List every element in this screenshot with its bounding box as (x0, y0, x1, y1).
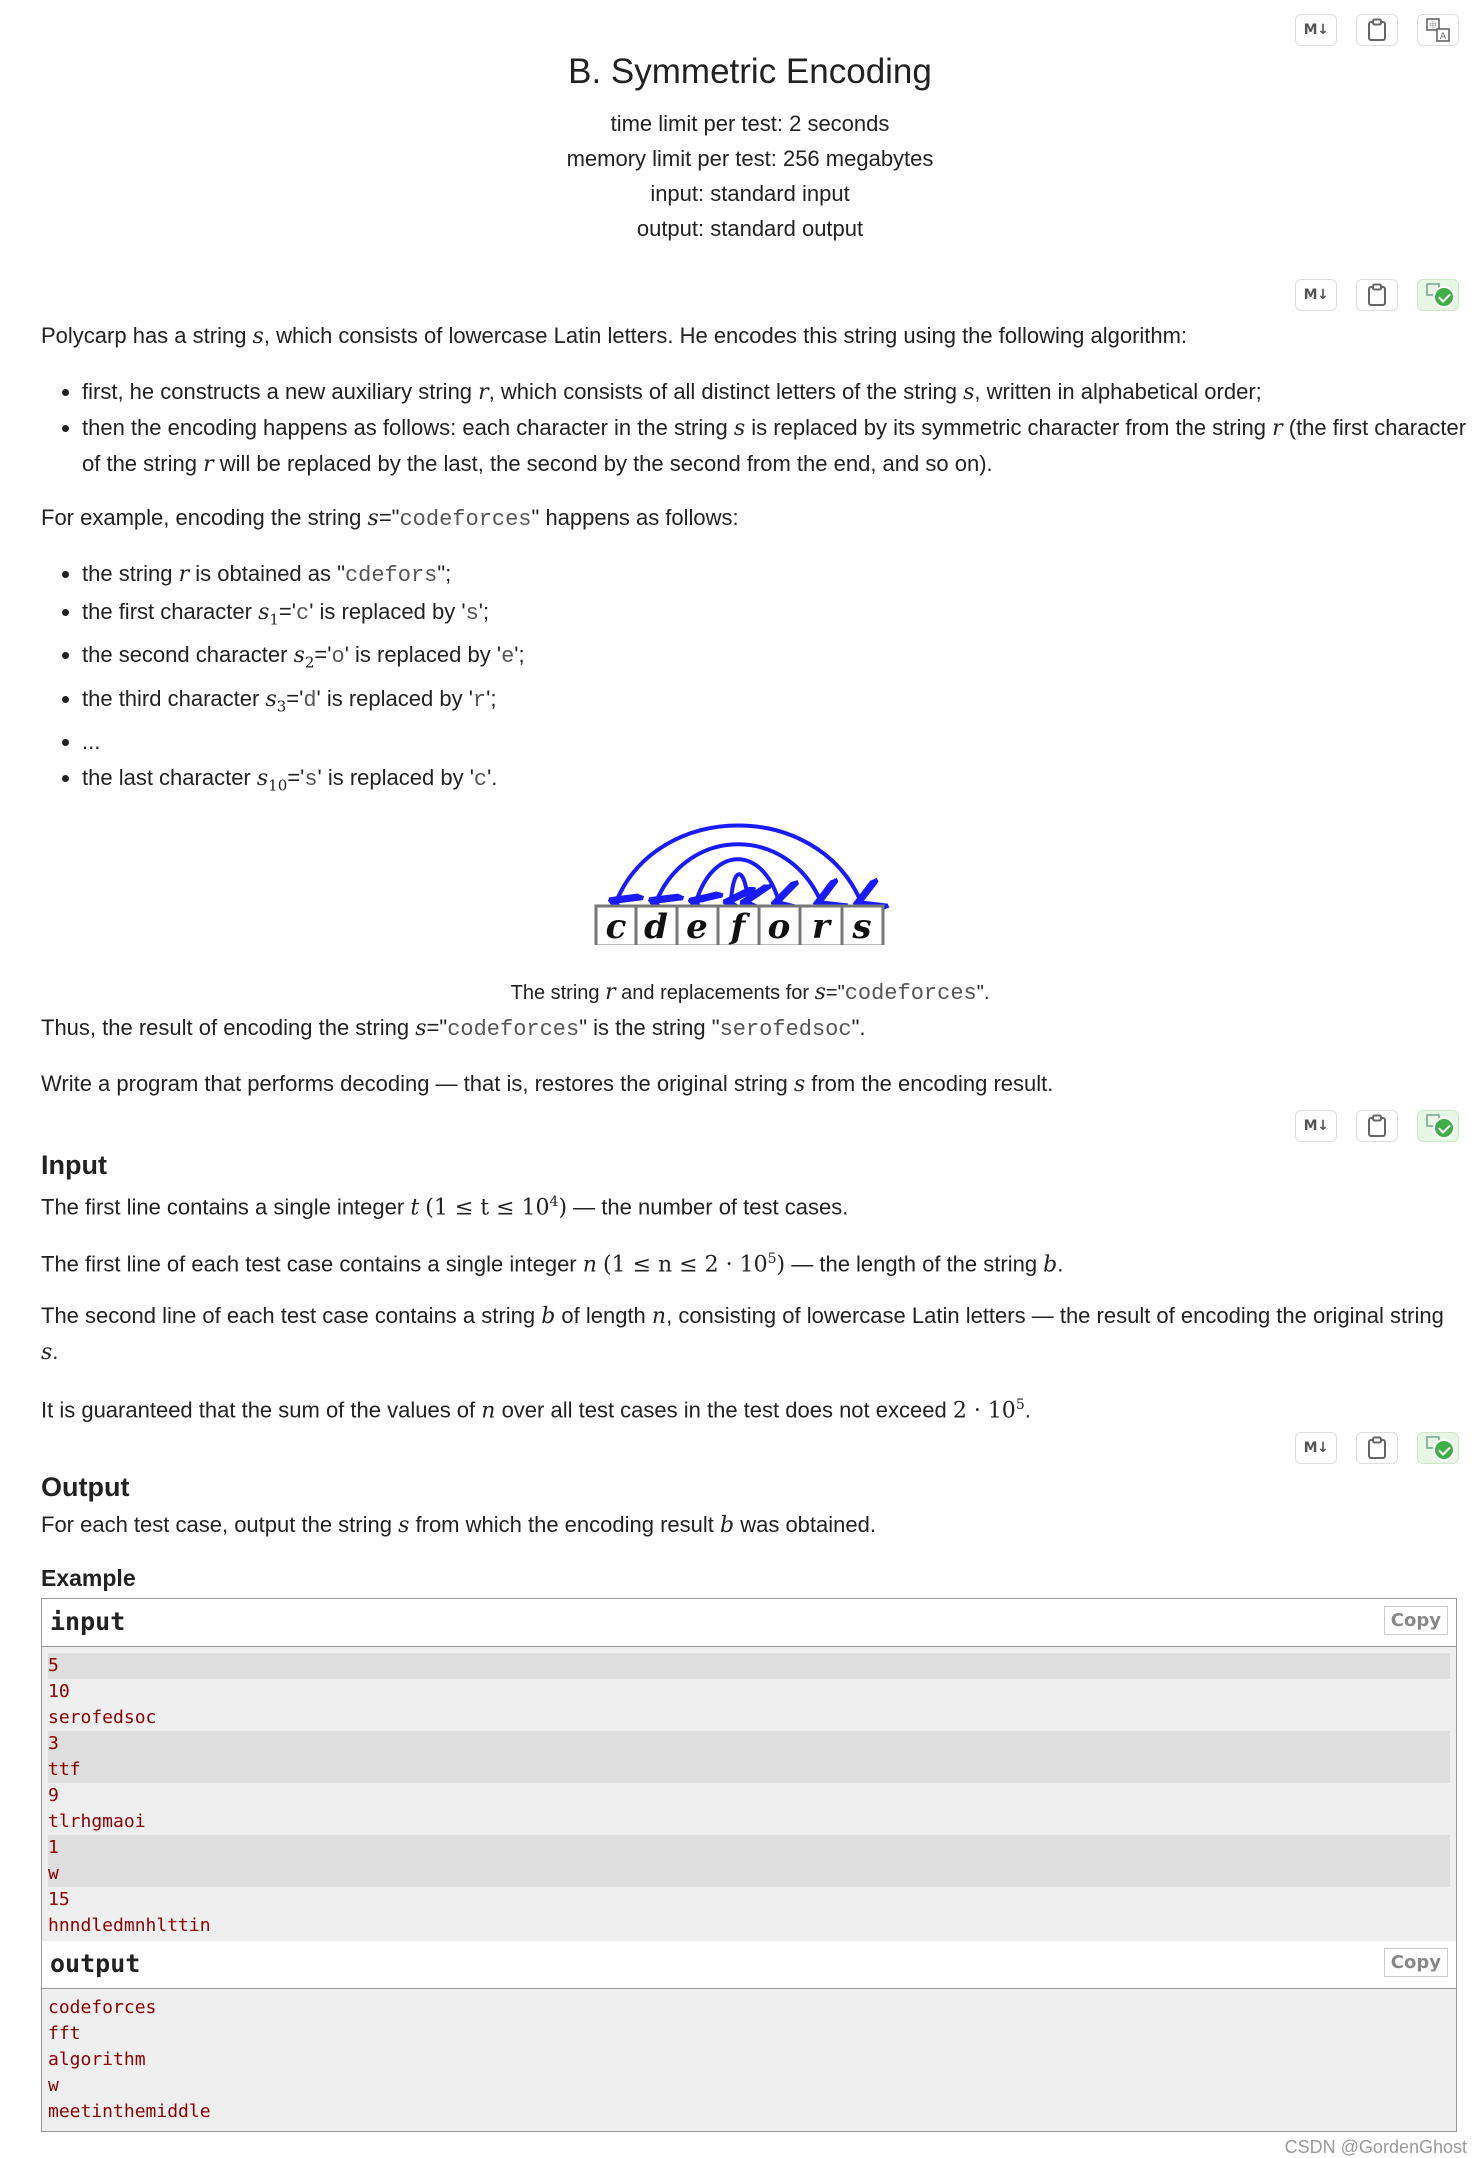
clipboard-icon (1367, 1114, 1387, 1138)
symmetric-mapping-figure (588, 810, 890, 945)
input-line: hnndledmnhlttin (48, 1915, 211, 1936)
example-output-box (41, 1941, 1457, 2132)
output-paragraph: For each test case, output the string s from which the encoding result b was obtained. (41, 1512, 876, 1538)
clipboard-icon (1367, 283, 1387, 307)
output-line: meetinthemiddle (48, 2101, 211, 2122)
input-file: input: standard input (650, 181, 850, 206)
copy-button[interactable] (1356, 14, 1398, 46)
copy-output-button[interactable]: Copy (1384, 1948, 1448, 1977)
translate-button[interactable] (1417, 279, 1459, 311)
translate-button[interactable] (1417, 14, 1459, 46)
output-line: fft (48, 2023, 81, 2044)
list-item: • the first character $s_1='c'$ is replaced by 's'; (82, 594, 1472, 637)
input-toolbar (1295, 1110, 1459, 1142)
check-icon (1433, 1439, 1455, 1461)
translate-button[interactable] (1417, 1110, 1459, 1142)
svg-text:中: 中 (1429, 21, 1437, 30)
input-line: serofedsoc (48, 1707, 157, 1728)
output-line: algorithm (48, 2049, 146, 2070)
list-item: • the string r is obtained as "cdefors"; (82, 556, 1472, 594)
list-item: • the second character $s_2='o'$ is replaced by 'e'; (82, 637, 1472, 680)
input-line: 5 (48, 1653, 1450, 1679)
task-paragraph: Write a program that performs decoding — that is, restores the original string s from the encoding result. (41, 1071, 1054, 1097)
example-input-header (42, 1599, 1456, 1647)
check-icon (1433, 1117, 1455, 1139)
input-line: 9 (48, 1785, 59, 1806)
figure-letter: c (605, 907, 627, 945)
output-line: codeforces (48, 1997, 157, 2018)
figure-letter: e (686, 907, 708, 945)
input-paragraph-1: The first line contains a single integer t $(1 \le t \le 10^4)$ — the number of test cases. (41, 1194, 849, 1221)
input-line: tlrhgmaoi (48, 1811, 146, 1832)
clipboard-icon (1367, 18, 1387, 42)
list-item: • ... (82, 724, 1472, 760)
figure-letter: s (852, 907, 872, 945)
output-file: output: standard output (636, 216, 864, 241)
watermark: CSDN @GordenGhost (1284, 2137, 1467, 2157)
markdown-download-icon: M↓ (1303, 22, 1329, 38)
result-paragraph: Thus, the result of encoding the string s="codeforces" is the string "serofedsoc". (41, 1015, 866, 1042)
problem-limits (0, 106, 1477, 246)
memory-limit: memory limit per test: 256 megabytes (566, 146, 934, 171)
clipboard-icon (1367, 1436, 1387, 1460)
input-line: 3 (48, 1731, 1450, 1757)
figure-letter: d (644, 907, 668, 945)
copy-button[interactable] (1356, 1432, 1398, 1464)
example-paragraph: For example, encoding the string s="codeforces" happens as follows: (41, 505, 739, 532)
list-item: • the third character $s_3='d'$ is replaced by 'r'; (82, 681, 1472, 724)
example-output-header (42, 1941, 1456, 1989)
input-line: w (48, 1861, 1450, 1887)
example-steps (41, 556, 1472, 804)
list-item: • first, he constructs a new auxiliary string r, which consists of all distinct letters of the string s, written in alphabetical order; (82, 374, 1472, 410)
markdown-button[interactable] (1295, 1432, 1337, 1464)
translate-icon (1425, 17, 1451, 43)
markdown-button[interactable] (1295, 1110, 1337, 1142)
example-input-label: input (50, 1607, 126, 1636)
example-input-box (41, 1598, 1457, 1946)
algorithm-steps (41, 374, 1472, 482)
input-heading: Input (41, 1150, 107, 1180)
problem-title: B. Symmetric Encoding (568, 52, 932, 91)
markdown-button[interactable] (1295, 279, 1337, 311)
svg-text:A: A (1439, 32, 1447, 42)
figure-letter: o (767, 907, 791, 945)
copy-input-button[interactable]: Copy (1384, 1606, 1448, 1635)
time-limit: time limit per test: 2 seconds (610, 111, 890, 136)
markdown-download-icon: M↓ (1303, 1118, 1329, 1134)
figure-caption: The string r and replacements for s="codeforces". (510, 980, 990, 1006)
list-item: • then the encoding happens as follows: each character in the string s is replaced by its symmetric character from the string r (the first character of the string r will be replaced by the last, the second by the second from the end, and so on). (82, 410, 1472, 482)
input-paragraph-2: The first line of each test case contains a single integer n $(1 \le n \le 2 \cdot 10^5)$ — the length of the string b. (41, 1251, 1064, 1278)
input-line: ttf (48, 1757, 1450, 1783)
input-line: 10 (48, 1681, 70, 1702)
input-paragraph-3: The second line of each test case contains a string b of length n, consisting of lowercase Latin letters — the result of encoding the original string s. (41, 1303, 1444, 1365)
check-icon (1433, 286, 1455, 308)
input-paragraph-4: It is guaranteed that the sum of the values of n over all test cases in the test does not exceed $2 \cdot 10^5$. (41, 1397, 1031, 1424)
copy-button[interactable] (1356, 279, 1398, 311)
markdown-download-icon: M↓ (1303, 287, 1329, 303)
statement-toolbar (1295, 279, 1459, 311)
header-toolbar (1295, 14, 1459, 46)
translate-button[interactable] (1417, 1432, 1459, 1464)
example-input-content (42, 1647, 1456, 1945)
output-toolbar (1295, 1432, 1459, 1464)
list-item: • the last character $s_{10}='s'$ is replaced by 'c'. (82, 760, 1472, 803)
example-output-label: output (50, 1949, 141, 1978)
example-heading: Example (41, 1565, 136, 1591)
output-heading: Output (41, 1472, 130, 1502)
example-output-content (42, 1989, 1456, 2131)
figure-letter: f (730, 907, 746, 945)
output-line: w (48, 2075, 59, 2096)
markdown-button[interactable] (1295, 14, 1337, 46)
input-line: 15 (48, 1889, 70, 1910)
markdown-download-icon: M↓ (1303, 1440, 1329, 1456)
copy-button[interactable] (1356, 1110, 1398, 1142)
input-line: 1 (48, 1835, 1450, 1861)
intro-paragraph: Polycarp has a string s, which consists of lowercase Latin letters. He encodes this string using the following algorithm: (41, 323, 1188, 349)
figure-letter: r (812, 907, 830, 945)
